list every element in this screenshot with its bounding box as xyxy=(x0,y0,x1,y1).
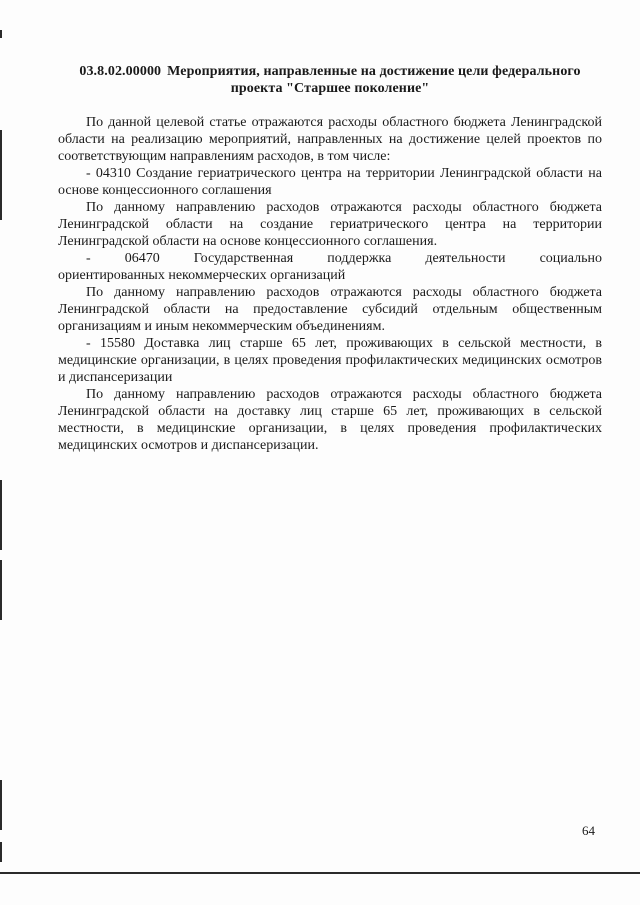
section-heading xyxy=(58,63,602,97)
document-body xyxy=(58,114,602,454)
item-title-06470-part: 06470 xyxy=(124,251,160,266)
scan-edge-mark xyxy=(0,842,2,862)
item-title-06470-part: поддержка xyxy=(327,251,392,266)
item-desc-06470: По данному направлению расходов отражаются расходы областного бюджета Ленинградской области на предоставление субсидий отдельным общественным организациям и иным некоммерческим объединениям. xyxy=(58,285,602,334)
heading-title-part1: Мероприятия, направленные на достижение цели федерального xyxy=(167,64,581,79)
page-number: 64 xyxy=(582,823,595,838)
heading-line-2: проекта "Старшее поколение" xyxy=(230,81,430,96)
scan-edge-mark xyxy=(0,480,2,550)
heading-code: 03.8.02.00000 xyxy=(79,64,162,79)
scan-edge-mark xyxy=(0,780,2,830)
item-title-06470-cont: ориентированных некоммерческих организаций xyxy=(58,268,346,283)
item-desc-04310: По данному направлению расходов отражаются расходы областного бюджета Ленинградской области на создание гериатрического центра на территории Ленинградской области на основе концессионного соглашения. xyxy=(58,200,602,249)
scan-edge-mark xyxy=(0,130,2,220)
scan-bottom-rule xyxy=(0,872,640,874)
scan-edge-mark xyxy=(0,30,2,38)
item-title-06470 xyxy=(58,250,602,267)
item-title-06470-part: социально xyxy=(539,251,602,266)
item-title-06470-part: деятельности xyxy=(425,251,506,266)
scan-edge-mark xyxy=(0,560,2,620)
item-desc-15580: По данному направлению расходов отражаются расходы областного бюджета Ленинградской области на доставку лиц старше 65 лет, проживающих в сельской местности, в медицинские организации, в целях проведения профилактических медицинских осмотров и диспансеризации. xyxy=(58,387,602,453)
item-title-04310: - 04310 Создание гериатрического центра на территории Ленинградской области на основе концессионного соглашения xyxy=(58,166,602,198)
item-title-06470-part: Государственная xyxy=(193,251,294,266)
item-title-06470-part: - xyxy=(86,251,91,266)
intro-paragraph: По данной целевой статье отражаются расходы областного бюджета Ленинградской области на реализацию мероприятий, направленных на достижение целей проектов по соответствующим направлениям расходов, в том числе: xyxy=(58,115,602,164)
item-title-15580: - 15580 Доставка лиц старше 65 лет, проживающих в сельской местности, в медицинские организации, в целях проведения профилактических медицинских осмотров и диспансеризации xyxy=(58,336,602,385)
heading-line-1 xyxy=(58,63,602,80)
